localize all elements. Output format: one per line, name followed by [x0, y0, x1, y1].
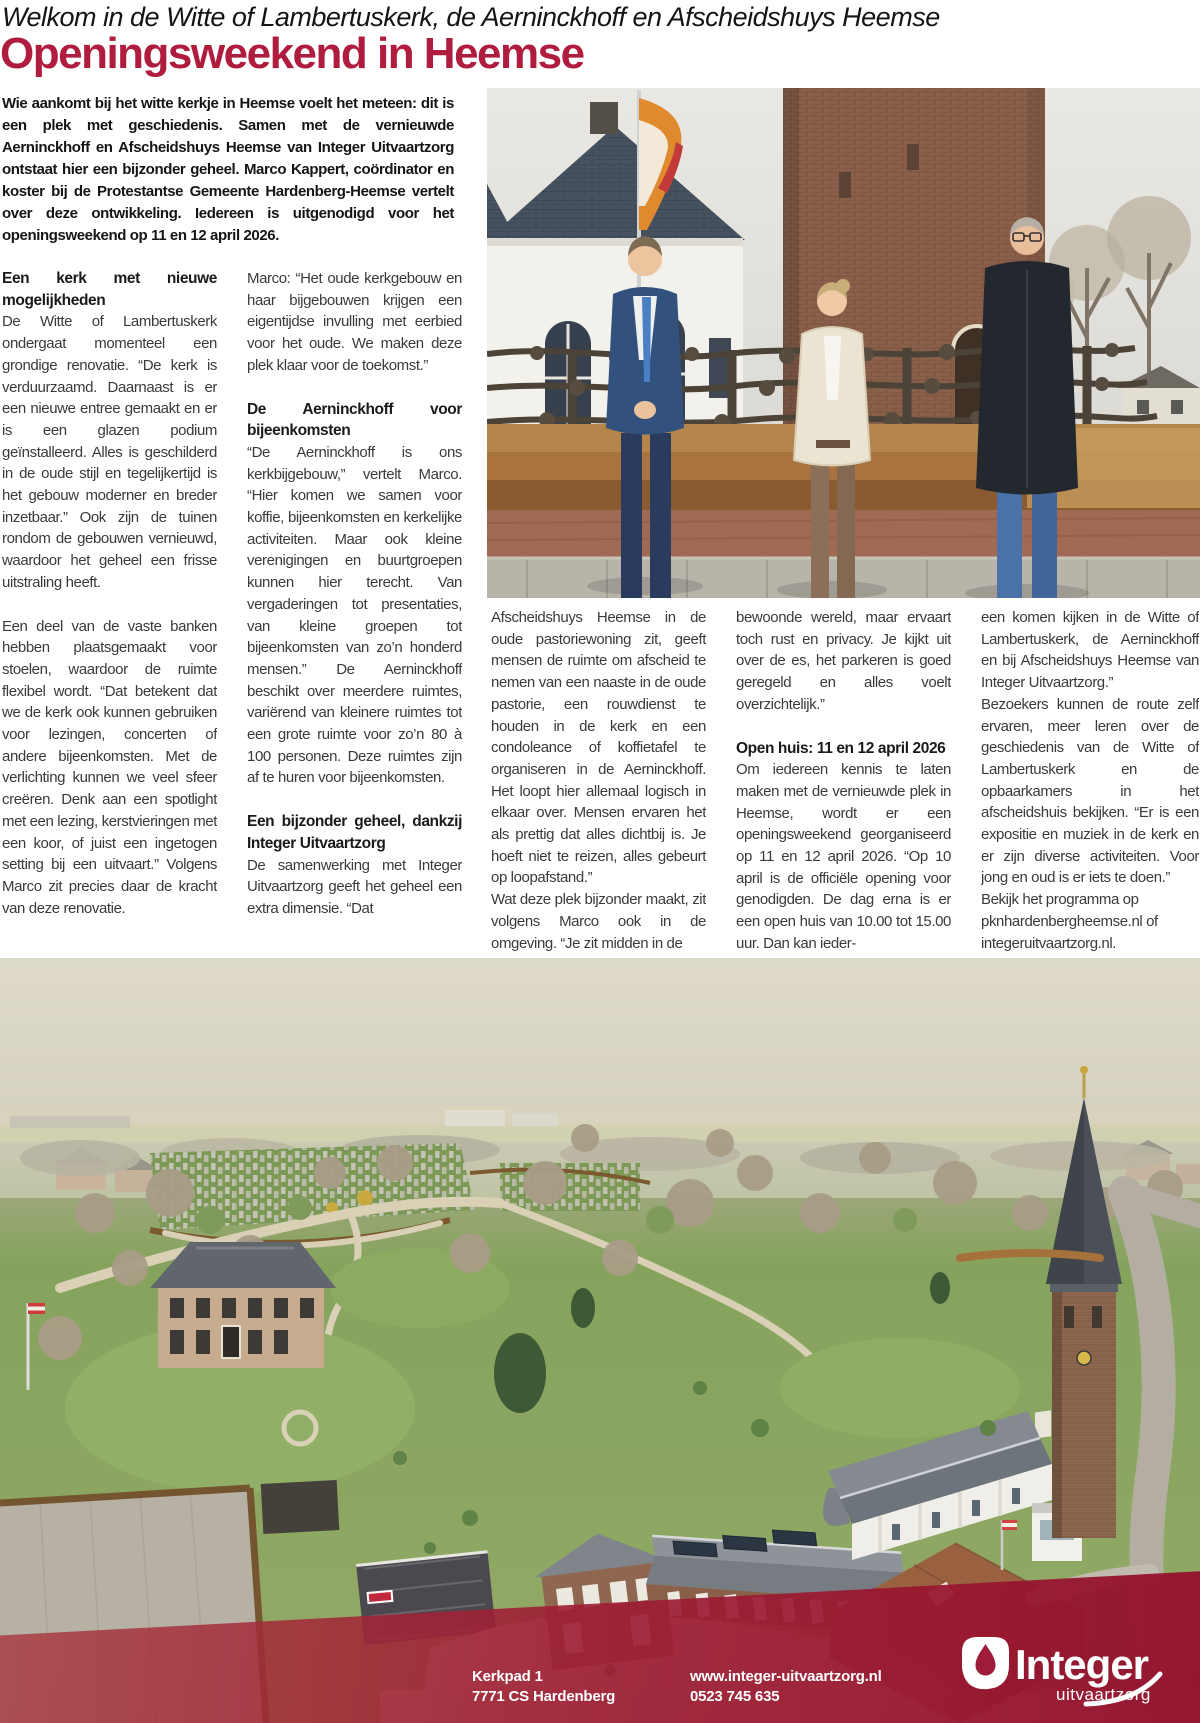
shadow	[587, 577, 703, 595]
article-paragraph: bewoonde wereld, maar ervaart toch rust en privacy. Je kijkt uit over de es, het parkeren is goed geregeld en alles voelt overzichtelijk.”	[736, 609, 951, 713]
page-title: Openingsweekend in Heemse	[0, 29, 584, 78]
article-paragraph: De Witte of Lambertuskerk ondergaat momenteel een grondige renovatie. “De kerk is verduurzaamd. Daarnaast is er een nieuwe entree gemaakt en er is een glazen podium geïnstalleerd. Alles is geschilderd in de oude stijl en tegelijkertijd is het gebouw moderner en breder inzetbaar.” Ook zijn de tuinen rondom de gebouwen vernieuwd, waardoor het geheel een frisse uitstraling heeft.	[2, 313, 217, 591]
article-column-3	[491, 607, 706, 953]
footer-address	[472, 1667, 615, 1707]
footer-address-line2: 7771 CS Hardenberg	[472, 1688, 616, 1705]
article-paragraph: Een deel van de vaste banken hebben plaatsgemaakt voor stoelen, waardoor de ruimte flexibel wordt. “Dat betekent dat we de kerk ook kunnen gebruiken voor lezingen, concerten of andere bijeenkomsten. Met de verlichting kunnen we veel sfeer creëren. Denk aan een spotlight met een lezing, kerstvieringen met een koor, of juist een ingetogen setting bij een uitvaart.” Volgens Marco zit precies daar de kracht van deze renovatie.	[2, 617, 217, 917]
article-paragraph: Om iedereen kennis te laten maken met de vernieuwde plek in Heemse, wordt er een openingsweekend georganiseerd op 11 en 12 april 2026. “Op 10 april is de officiële opening voor genodigden. De dag erna is er een open huis van 10.00 tot 15.00 uur. Dan kan ieder-	[736, 761, 951, 952]
footer-address-line1: Kerkpad 1	[472, 1668, 543, 1685]
article-paragraph: Marco: “Het oude kerkgebouw en haar bijgebouwen krijgen een eigentijdse invulling met eerbied voor het oude. We maken deze plek klaar voor de toekomst.”	[247, 270, 462, 374]
intro-paragraph: Wie aankomt bij het witte kerkje in Heemse voelt het meteen: dit is een plek met geschiedenis. Samen met de vernieuwde Aerninckhoff en Afscheidshuys Heemse van Integer Uitvaartzorg ontstaat hier een bijzonder geheel. Marco Kappert, coördinator en koster bij de Protestantse Gemeente Hardenberg-Heemse vertelt over deze ontwikkeling. Iedereen is uitgenodigd voor het openingsweekend op 11 en 12 april 2026.	[2, 95, 454, 244]
article-paragraph: een komen kijken in de Witte of Lambertuskerk, de Aerninckhoff en bij Afscheidshuys Heemse van Integer Uitvaartzorg.”	[981, 609, 1199, 692]
red-sign	[368, 1591, 393, 1603]
article-paragraph: Wat deze plek bijzonder maakt, zit volgens Marco ook in de omgeving. “Je zit midden in de	[491, 891, 706, 952]
article-paragraph: “De Aerninckhoff is ons kerkbijgebouw,” vertelt Marco. “Hier komen we samen voor koffie, bijeenkomsten en kerkelijke activiteiten. Maar ook kleine verenigingen en buurtgroepen kunnen hier terecht. Van vergaderingen tot presentaties, van kleine groepen tot bijeenkomsten van zo’n honderd mensen.” De Aerninckhoff beschikt over meerdere ruimtes, variërend van kleinere ruimtes tot een grote ruimte voor zo’n 80 à 100 personen. Deze ruimtes zijn af te huren voor bijeenkomsten.	[247, 443, 462, 787]
article-paragraph: Bekijk het programma op pknhardenbergheemse.nl of integeruitvaartzorg.nl.	[981, 891, 1158, 952]
section-heading: De Aerninckhoff voor bijeenkomsten	[247, 400, 462, 440]
article-column-4	[736, 607, 951, 953]
article-paragraph: De samenwerking met Integer Uitvaartzorg geeft het geheel een extra dimensie. “Dat	[247, 856, 462, 917]
footer-contact	[690, 1667, 882, 1707]
logo-wordmark: Integer	[1015, 1641, 1149, 1688]
footer-website: www.integer-uitvaartzorg.nl	[690, 1668, 882, 1685]
article-paragraph: Afscheidshuys Heemse in de oude pastoriewoning zit, geeft mensen de ruimte om afscheid te nemen van een naaste in de oude pastorie, een rouwdienst te houden in de kerk en een condoleance of koffietafel te organiseren in de Aerninckhoff. Het loopt hier allemaal logisch in elkaar over. Mensen ervaren het als prettig dat alles dichtbij is. Je hoeft niet te reizen, alles gebeurt op loopafstand.”	[491, 609, 706, 887]
article-paragraph: Bezoekers kunnen de route zelf ervaren, meer leren over de geschiedenis van de Witte of Lambertuskerk en de opbaarkamers in het afscheidshuis bekijken. “Er is een expositie en muziek in de kerk en er zijn diverse activiteiten. Voor jong en oud is er iets te doen.”	[981, 695, 1199, 887]
integer-logo	[958, 1632, 1172, 1710]
section-heading: Een bijzonder geheel, dankzij Integer Uitvaartzorg	[247, 813, 462, 852]
kicker-headline: Welkom in de Witte of Lambertuskerk, de Aerninckhoff en Afscheidshuys Heemse	[2, 2, 940, 32]
logo-subtitle: uitvaartzorg	[1056, 1685, 1151, 1704]
section-heading: Open huis: 11 en 12 april 2026	[736, 739, 946, 757]
church-people-photo	[487, 88, 1200, 598]
article-column-2	[247, 268, 462, 951]
church-people-illustration	[487, 88, 1200, 598]
section-heading: Een kerk met nieuwe mogelijkheden	[2, 270, 217, 309]
article-column-1	[2, 268, 217, 951]
footer-phone: 0523 745 635	[690, 1688, 780, 1705]
integer-logo-icon	[962, 1637, 1009, 1689]
article-column-5	[981, 607, 1199, 953]
